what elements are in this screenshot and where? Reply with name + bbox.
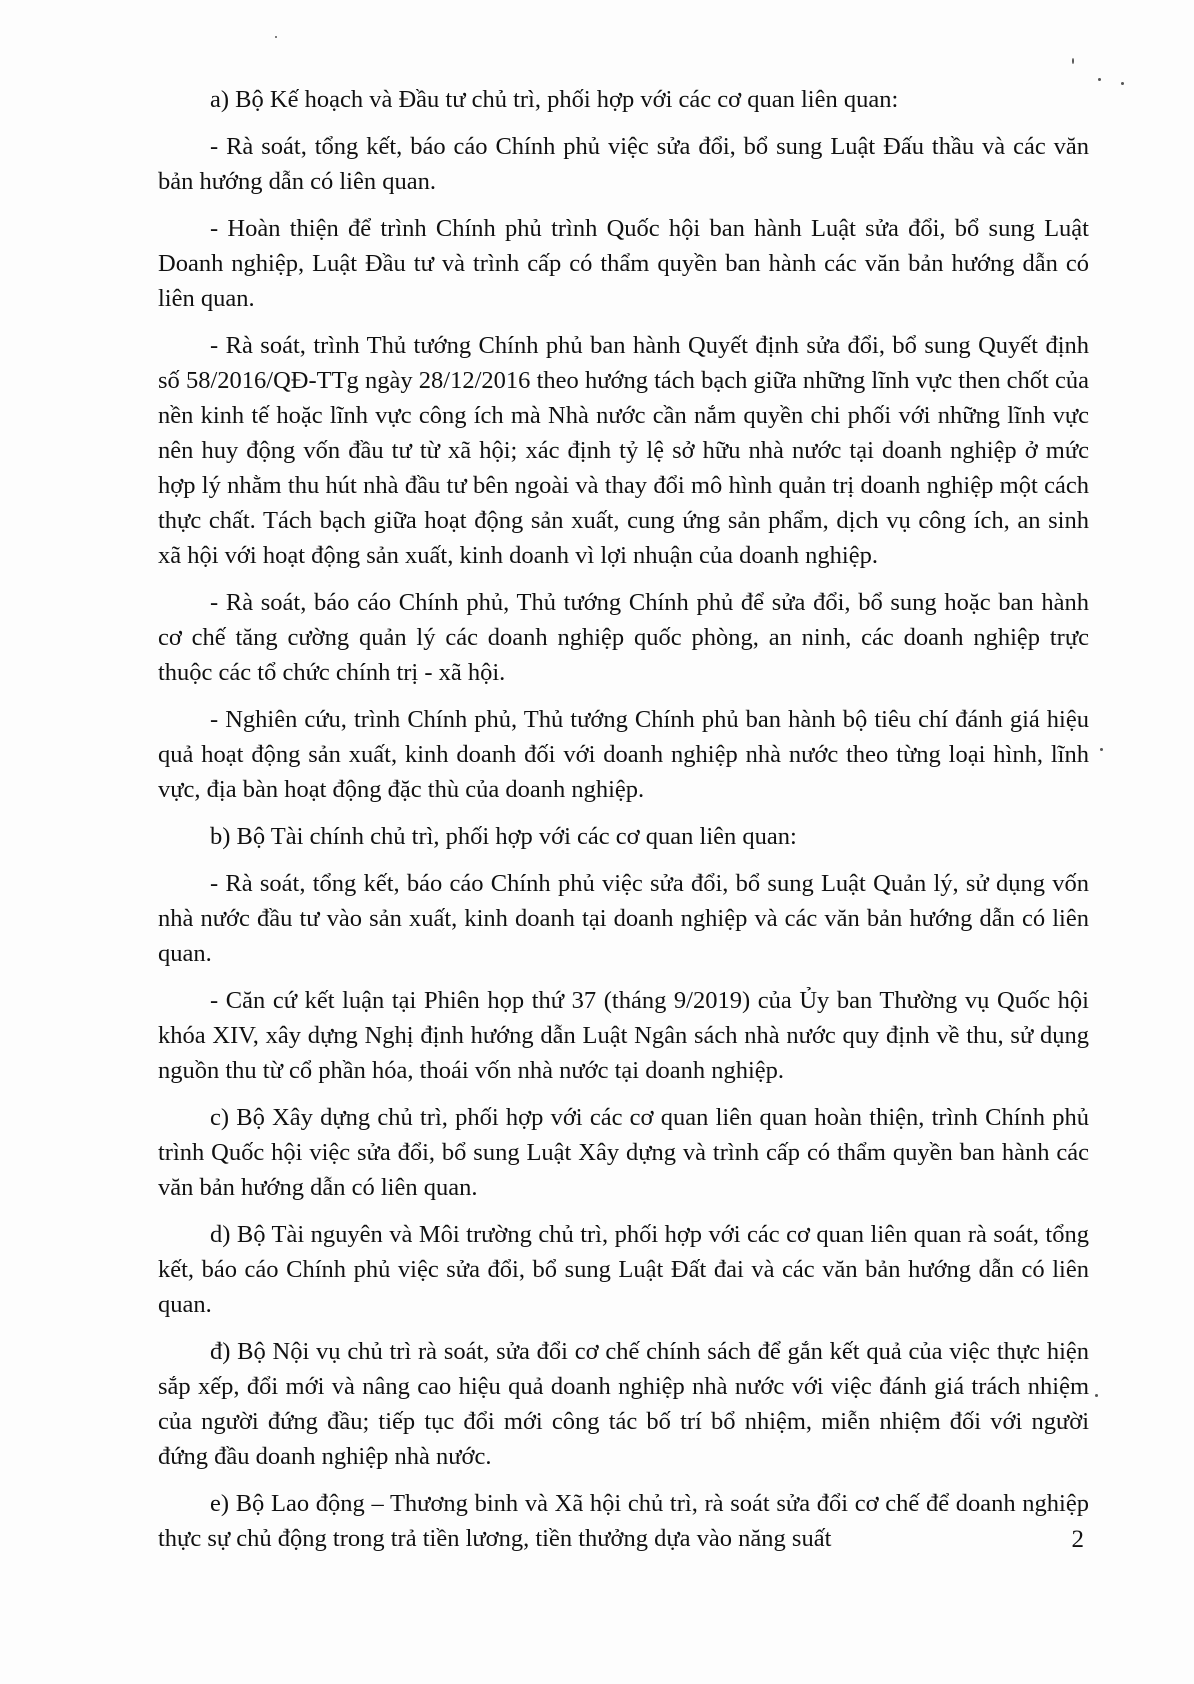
paragraph-b-heading: b) Bộ Tài chính chủ trì, phối hợp với các cơ quan liên quan: <box>210 823 797 850</box>
paragraph-a-item-2: - Hoàn thiện để trình Chính phủ trình Quốc hội ban hành Luật sửa đổi, bổ sung Luật Doanh nghiệp, Luật Đầu tư và trình cấp có thẩm quyền ban hành các văn bản hướng dẫn có liên quan. <box>158 215 1089 312</box>
document-body <box>158 82 1089 1568</box>
paragraph-d: d) Bộ Tài nguyên và Môi trường chủ trì, phối hợp với các cơ quan liên quan rà soát, tổng kết, báo cáo Chính phủ việc sửa đổi, bổ sung Luật Đất đai và các văn bản hướng dẫn có liên quan. <box>158 1221 1089 1318</box>
scan-speck <box>1072 58 1074 64</box>
paragraph-e: e) Bộ Lao động – Thương binh và Xã hội chủ trì, rà soát sửa đổi cơ chế để doanh nghiệp thực sự chủ động trong trả tiền lương, tiền thưởng dựa vào năng suất <box>158 1490 1089 1552</box>
scan-speck <box>1100 748 1103 751</box>
scan-speck <box>1095 1394 1098 1397</box>
paragraph-b-item-1: - Rà soát, tổng kết, báo cáo Chính phủ việc sửa đổi, bổ sung Luật Quản lý, sử dụng vốn nhà nước đầu tư vào sản xuất, kinh doanh tại doanh nghiệp và các văn bản hướng dẫn có liên quan. <box>158 870 1089 967</box>
paragraph-dd: đ) Bộ Nội vụ chủ trì rà soát, sửa đổi cơ chế chính sách để gắn kết quả của việc thực hiện sắp xếp, đổi mới và nâng cao hiệu quả doanh nghiệp nhà nước với việc đánh giá trách nhiệm của người đứng đầu; tiếp tục đổi mới công tác bố trí bổ nhiệm, miễn nhiệm đối với người đứng đầu doanh nghiệp nhà nước. <box>158 1338 1089 1470</box>
paragraph-a-item-1: - Rà soát, tổng kết, báo cáo Chính phủ việc sửa đổi, bổ sung Luật Đấu thầu và các văn bản hướng dẫn có liên quan. <box>158 133 1089 195</box>
paragraph-a-item-3: - Rà soát, trình Thủ tướng Chính phủ ban hành Quyết định sửa đổi, bổ sung Quyết định số 58/2016/QĐ-TTg ngày 28/12/2016 theo hướng tách bạch giữa những lĩnh vực then chốt của nền kinh tế hoặc lĩnh vực công ích mà Nhà nước cần nắm quyền chi phối với những lĩnh vực nên huy động vốn đầu tư từ xã hội; xác định tỷ lệ sở hữu nhà nước tại doanh nghiệp ở mức hợp lý nhằm thu hút nhà đầu tư bên ngoài và thay đổi mô hình quản trị doanh nghiệp một cách thực chất. Tách bạch giữa hoạt động sản xuất, cung ứng sản phẩm, dịch vụ công ích, an sinh xã hội với hoạt động sản xuất, kinh doanh vì lợi nhuận của doanh nghiệp. <box>158 332 1089 569</box>
scan-speck <box>1121 82 1124 85</box>
paragraph-c: c) Bộ Xây dựng chủ trì, phối hợp với các cơ quan liên quan hoàn thiện, trình Chính phủ trình Quốc hội việc sửa đổi, bổ sung Luật Xây dựng và trình cấp có thẩm quyền ban hành các văn bản hướng dẫn có liên quan. <box>158 1104 1089 1201</box>
scan-speck <box>1098 78 1101 81</box>
paragraph-a-item-5: - Nghiên cứu, trình Chính phủ, Thủ tướng Chính phủ ban hành bộ tiêu chí đánh giá hiệu quả hoạt động sản xuất, kinh doanh đối với doanh nghiệp nhà nước theo từng loại hình, lĩnh vực, địa bàn hoạt động đặc thù của doanh nghiệp. <box>158 706 1089 803</box>
paragraph-a-item-4: - Rà soát, báo cáo Chính phủ, Thủ tướng Chính phủ để sửa đổi, bổ sung hoặc ban hành cơ chế tăng cường quản lý các doanh nghiệp quốc phòng, an ninh, các doanh nghiệp trực thuộc các tổ chức chính trị - xã hội. <box>158 589 1089 686</box>
paragraph-b-item-2: - Căn cứ kết luận tại Phiên họp thứ 37 (tháng 9/2019) của Ủy ban Thường vụ Quốc hội khóa XIV, xây dựng Nghị định hướng dẫn Luật Ngân sách nhà nước quy định về thu, sử dụng nguồn thu từ cổ phần hóa, thoái vốn nhà nước tại doanh nghiệp. <box>158 987 1089 1084</box>
page-number: 2 <box>1071 1526 1084 1553</box>
paragraph-a-heading: a) Bộ Kế hoạch và Đầu tư chủ trì, phối hợp với các cơ quan liên quan: <box>210 86 899 113</box>
scan-speck <box>275 36 277 38</box>
